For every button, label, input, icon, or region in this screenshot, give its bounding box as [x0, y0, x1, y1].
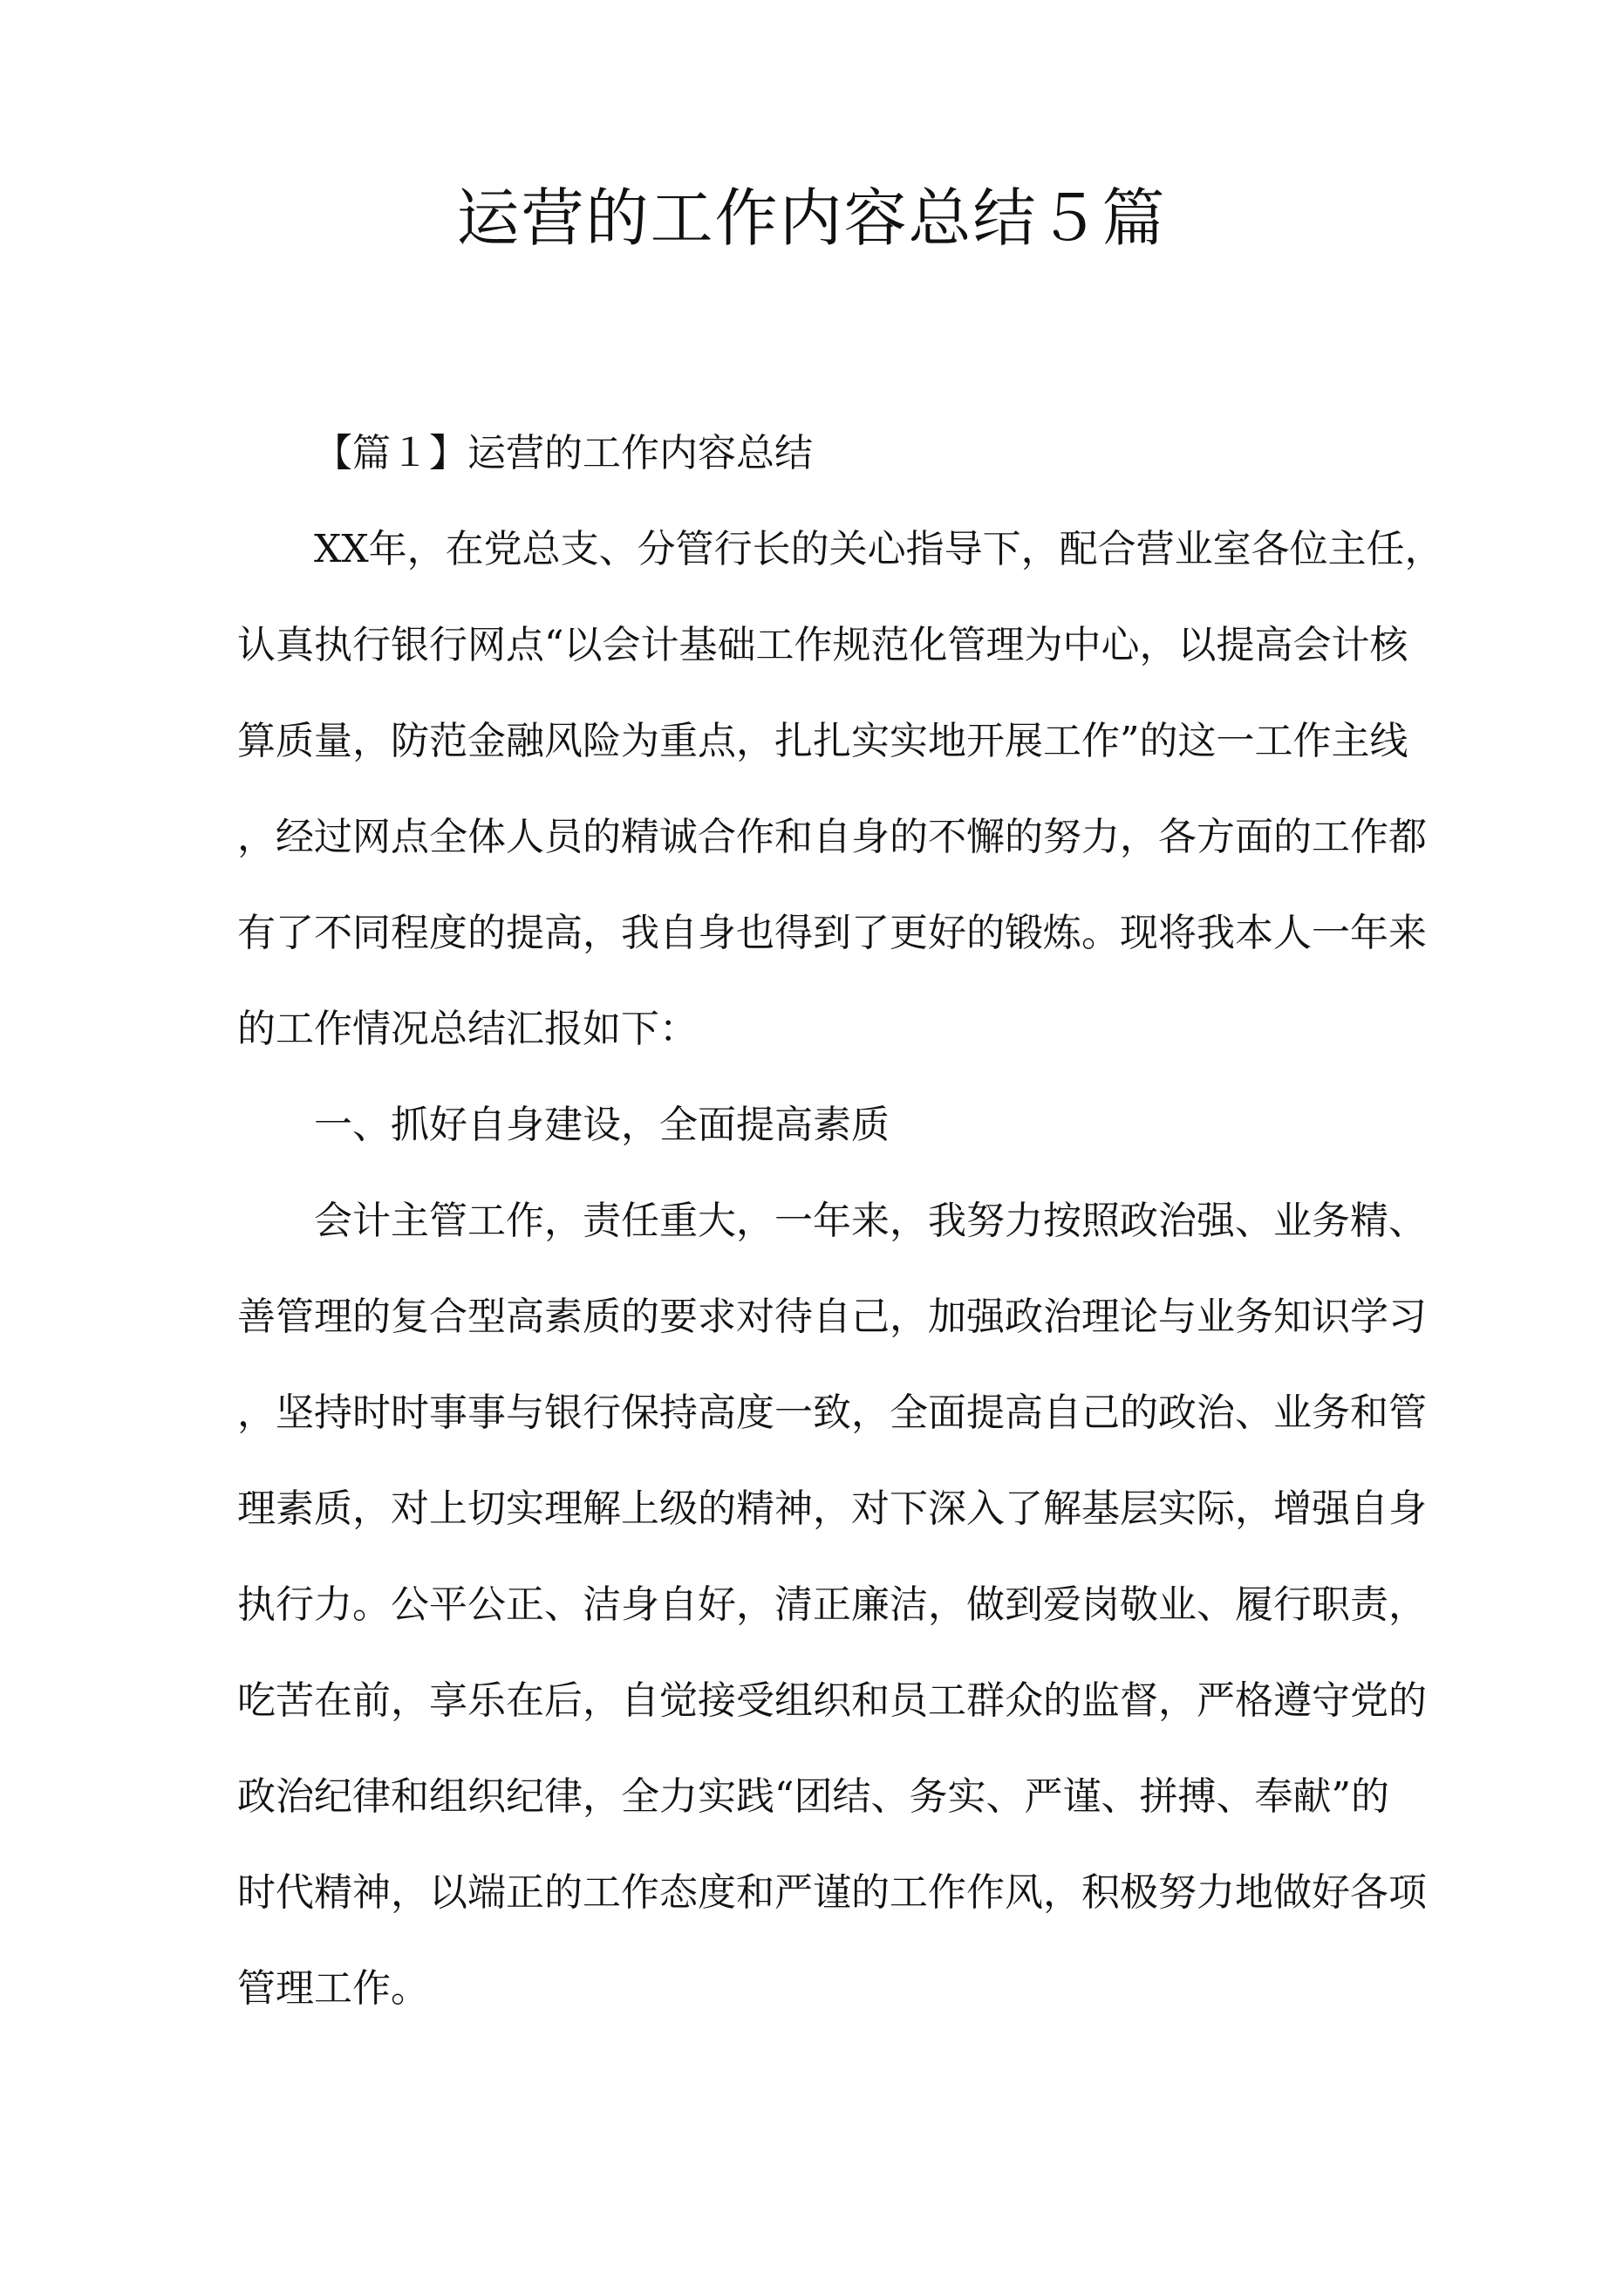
body-line: 会计主管工作，责任重大，一年来，我努力按照政治强、业务精、 [314, 1199, 1427, 1243]
body-line: 的工作情况总结汇报如下： [237, 1007, 698, 1051]
body-line: 执行力。公平公正、洁身自好，清正廉洁，做到爱岗敬业、履行职责， [237, 1582, 1427, 1627]
body-line: ，坚持时时事事与银行保持高度一致，全面提高自己的政治、业务和管 [237, 1391, 1427, 1435]
body-line: 时代精神，以端正的工作态度和严谨的工作作风，积极努力地做好各项 [237, 1870, 1427, 1915]
body-line: 有了不同程度的提高，我自身也得到了更好的锻炼。现将我本人一年来 [237, 911, 1427, 955]
body-line: 【篇１】运营的工作内容总结 [314, 431, 813, 475]
body-line: XX年，在党总支、分管行长的关心指导下，配合营业室各位主任， [314, 527, 1443, 571]
document-body [237, 406, 1443, 2037]
body-line: 吃苦在前，享乐在后，自觉接受组织和员工群众的监督，严格遵守党的 [237, 1678, 1427, 1723]
body-line: 认真执行银行网点“以会计基础工作规范化管理为中心，以提高会计核 [237, 623, 1408, 667]
body-line: 算质量，防范金融风险为重点，扎扎实实地开展工作”的这一工作主线 [237, 719, 1408, 763]
body-line: 理素质，对上切实理解上级的精神，对下深入了解基层实际，增强自身 [237, 1486, 1427, 1531]
body-line: 管理工作。 [237, 1966, 429, 2011]
body-line: ，经过网点全体人员的精诚合作和自身的不懈的努力，各方面的工作都 [237, 815, 1427, 859]
document-title: 运营的工作内容总结５篇 [456, 181, 1167, 255]
body-line: 善管理的复合型高素质的要求对待自己，加强政治理论与业务知识学习 [237, 1295, 1427, 1339]
body-line: 政治纪律和组织纪律，全力实践“团结、务实、严谨、拼搏、奉献”的 [237, 1774, 1389, 1819]
body-line: 一、抓好自身建设，全面提高素质 [314, 1103, 890, 1147]
